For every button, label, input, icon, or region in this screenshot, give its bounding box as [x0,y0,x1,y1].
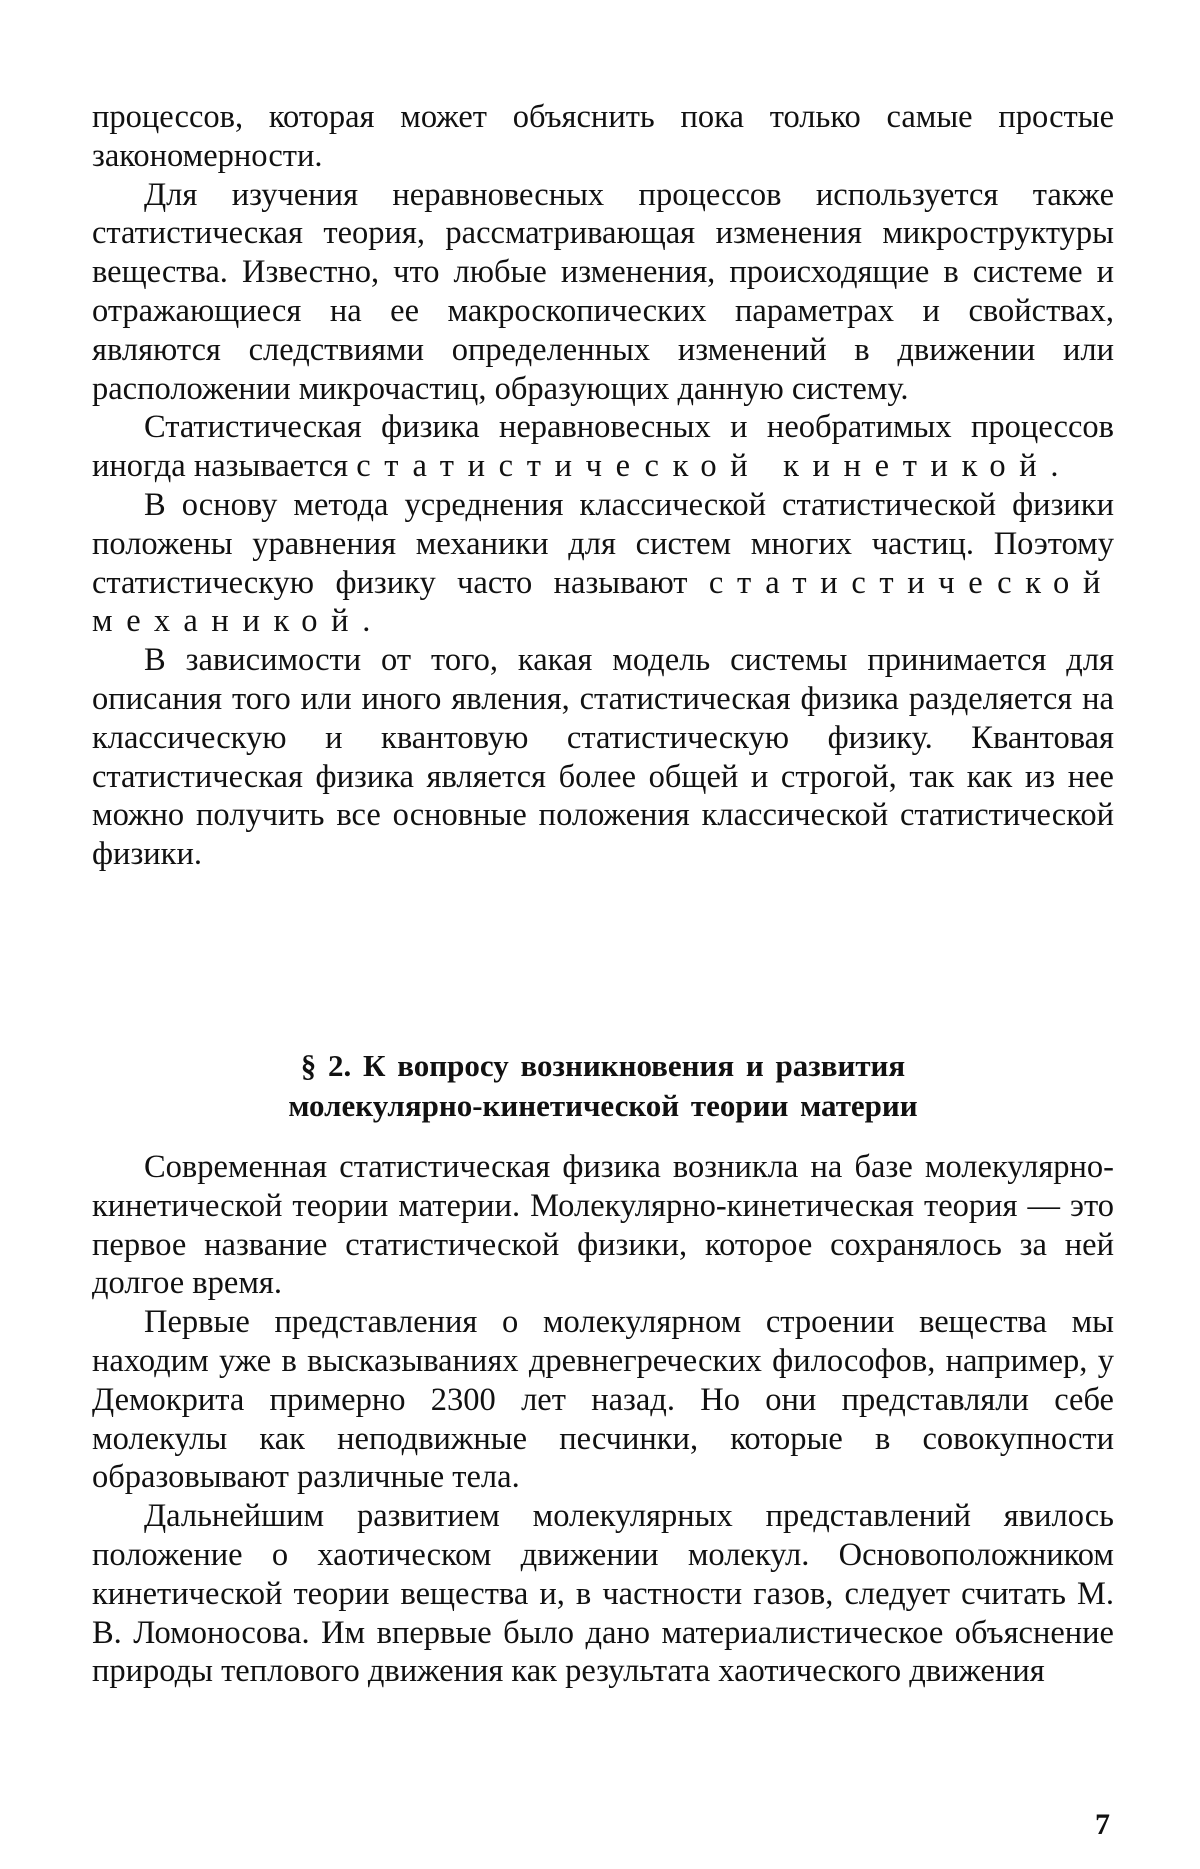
paragraph: В зависимости от того, какая модель системы принимается для описания того или иного явления, статистическая физика разделяется на классическую и квантовую статистическую физику. Квантовая статистическая физика является более общей и строгой, так как из нее можно получить все основные положения классической статистической физики. [92,642,1114,873]
section-heading [92,1046,1114,1126]
paragraph: Для изучения неравновесных процессов используется также статистическая теория, рассматривающая изменения микроструктуры вещества. Известно, что любые изменения, происходящие в системе и отражающиеся на ее макроскопических параметрах и свойствах, являются следствиями определенных изменений в движении или расположении микрочастиц, образующих данную систему. [92,176,1114,407]
section-heading-line: молекулярно-кинетической теории материи [288,1088,918,1123]
paragraph: Дальнейшим развитием молекулярных представлений явилось положение о хаотическом движении молекул. Основоположником кинетической теории вещества и, в частности газов, следует считать М. В. Ломоносова. Им впервые было дано материалистическое объяснение природы теплового движения как результата хаотического движения [92,1498,1114,1690]
text-block-top [92,98,1114,874]
paragraph: процессов, которая может объяснить пока только самые простые закономерности. [92,99,1114,174]
paragraph: Первые представления о молекулярном строении вещества мы находим уже в высказываниях древнегреческих философов, например, у Демокрита примерно 2300 лет назад. Но они представляли себе молекулы как неподвижные песчинки, которые в совокупности образовывают различные тела. [92,1304,1114,1496]
paragraph [92,408,1114,486]
section-heading-line: § 2. К вопросу возникновения и развития [300,1048,906,1083]
paragraph: Современная статистическая физика возникла на базе молекулярно-кинетической теории материи. Молекулярно-кинетическая теория — это первое название статистической физики, которое сохранялось за ней долгое время. [92,1149,1114,1302]
paragraph-text: . [362,603,371,640]
emphasized-term: статистической механикой [92,564,1114,640]
page-number: 7 [1095,1808,1110,1841]
paragraph-text: . [1050,448,1059,485]
paragraph-text: В основу метода усреднения классической статистической физики положены уравнения механики для систем многих частиц. Поэтому статистическую физику часто называют [92,486,1114,601]
paragraph [92,486,1114,641]
emphasized-term: статистической кинетикой [356,448,1051,485]
paragraph-text: Статистическая физика неравновесных и необратимых процессов иногда называется [92,409,1114,485]
text-block-bottom [92,1148,1114,1691]
